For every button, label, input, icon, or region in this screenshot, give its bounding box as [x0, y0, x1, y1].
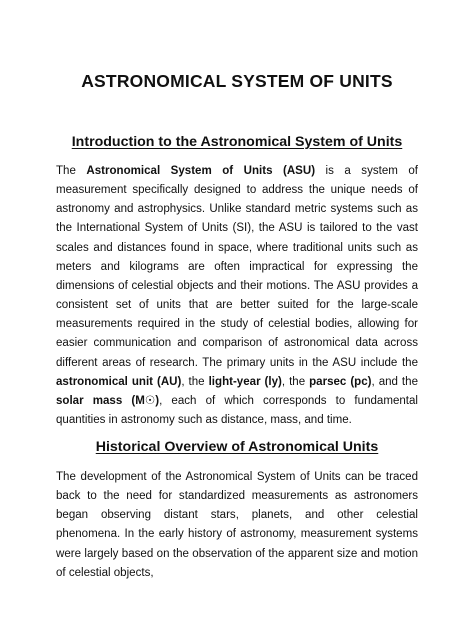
bold-term-parsec: parsec (pc) [309, 375, 372, 388]
paragraph-text: , each of which corresponds to fundamental quantities in astronomy such as distance, mass, and time. [56, 394, 418, 427]
bold-term-light-year: light-year (ly) [208, 375, 282, 388]
bold-term-au: astronomical unit (AU) [56, 375, 182, 388]
paragraph-introduction [56, 162, 418, 430]
bold-term-solar-mass: solar mass (M☉) [56, 394, 160, 407]
paragraph-text: , the [181, 375, 209, 388]
paragraph-text: The development of the Astronomical System of Units can be traced back to the need for standardized measurements as astronomers began observing distant stars, planets, and other celestial phenomena. In the early history of astronomy, measurement systems were largely based on the observation of the apparent size and motion of celestial objects, [56, 471, 418, 579]
document-title: ASTRONOMICAL SYSTEM OF UNITS [81, 71, 393, 91]
paragraph-text: is a system of measurement specifically designed to address the unique needs of astronomy and astrophysics. Unlike standard metric systems such as the International System of Units (SI), the ASU is tailored to the vast scales and distances found in space, where traditional units such as meters and kilograms are often impractical for expressing the dimensions of celestial objects and their motions. The ASU provides a consistent set of units that are better suited for the large-scale measurements required in the study of celestial bodies, allowing for easier communication and comparison of astronomical data across different areas of research. The primary units in the ASU include the [56, 165, 418, 369]
paragraph-text: The [56, 165, 87, 177]
paragraph-historical-overview [56, 468, 418, 583]
section-heading-historical-overview: Historical Overview of Astronomical Units [95, 439, 379, 455]
paragraph-text: , the [281, 375, 310, 388]
section-heading-introduction: Introduction to the Astronomical System of Units [71, 134, 403, 150]
paragraph-text: , and the [371, 375, 418, 388]
bold-term-asu: Astronomical System of Units (ASU) [86, 165, 316, 177]
